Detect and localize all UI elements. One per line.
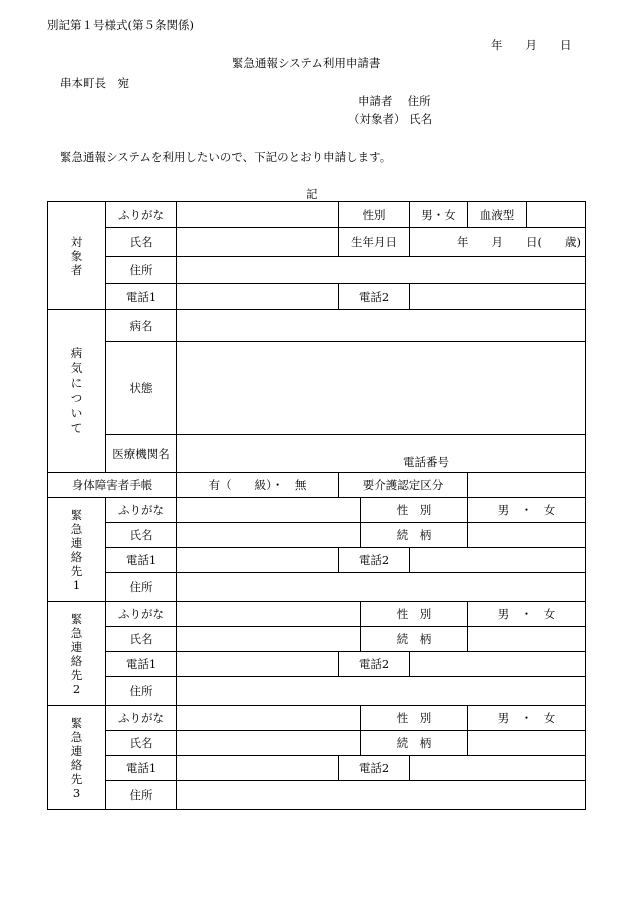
- contact1-address-label: 住所: [106, 573, 177, 602]
- contact2-phone1-label: 電話1: [106, 652, 177, 677]
- contact1-relation-label: 続 柄: [361, 523, 468, 548]
- subject-section-label: 対象者: [48, 202, 106, 310]
- date-line: 年 月 日: [491, 38, 572, 52]
- contact3-phone1-label: 電話1: [106, 756, 177, 781]
- ki-heading: 記: [306, 187, 318, 201]
- contact3-gender-options[interactable]: 男 ・ 女: [468, 706, 586, 731]
- form-title: 緊急通報システム利用申請書: [232, 56, 381, 70]
- subject-address-field[interactable]: [177, 257, 586, 284]
- contact3-phone2-label: 電話2: [339, 756, 410, 781]
- hospital-label: 医療機関名: [106, 435, 177, 473]
- contact1-phone2-label: 電話2: [339, 548, 410, 573]
- contact2-section-label: 緊急連絡先2: [48, 602, 106, 706]
- contact3-furigana-label: ふりがな: [106, 706, 177, 731]
- contact3-relation-field[interactable]: [468, 731, 586, 756]
- condition-field[interactable]: [177, 342, 586, 435]
- subject-dob-label: 生年月日: [339, 228, 410, 257]
- contact1-name-label: 氏名: [106, 523, 177, 548]
- hospital-field[interactable]: [177, 435, 586, 473]
- contact2-furigana-field[interactable]: [177, 602, 361, 627]
- contact2-gender-label: 性 別: [361, 602, 468, 627]
- contact3-furigana-field[interactable]: [177, 706, 361, 731]
- contact1-relation-field[interactable]: [468, 523, 586, 548]
- applicant-address-label: 申請者 住所: [358, 94, 431, 108]
- subject-address-label: 住所: [106, 257, 177, 284]
- care-level-field[interactable]: [468, 473, 586, 498]
- form-number: 別記第１号様式(第５条関係): [47, 18, 194, 32]
- contact2-name-label: 氏名: [106, 627, 177, 652]
- subject-dob-field[interactable]: 年 月 日( 歳): [410, 228, 586, 257]
- subject-gender-options[interactable]: 男・女: [410, 202, 468, 228]
- contact1-section-label: 緊急連絡先1: [48, 498, 106, 602]
- contact2-phone2-label: 電話2: [339, 652, 410, 677]
- subject-name-label: 氏名: [106, 228, 177, 257]
- contact2-address-label: 住所: [106, 677, 177, 706]
- contact1-phone1-field[interactable]: [177, 548, 339, 573]
- contact3-name-label: 氏名: [106, 731, 177, 756]
- contact2-furigana-label: ふりがな: [106, 602, 177, 627]
- contact3-relation-label: 続 柄: [361, 731, 468, 756]
- contact3-phone1-field[interactable]: [177, 756, 339, 781]
- subject-phone1-field[interactable]: [177, 284, 339, 310]
- subject-furigana-field[interactable]: [177, 202, 339, 228]
- contact3-section-label: 緊急連絡先3: [48, 706, 106, 810]
- subject-blood-field[interactable]: [527, 202, 586, 228]
- contact2-relation-field[interactable]: [468, 627, 586, 652]
- contact3-name-field[interactable]: [177, 731, 361, 756]
- contact1-phone2-field[interactable]: [410, 548, 586, 573]
- contact2-gender-options[interactable]: 男 ・ 女: [468, 602, 586, 627]
- intro-text: 緊急通報システムを利用したいので、下記のとおり申請します。: [60, 150, 392, 164]
- contact2-relation-label: 続 柄: [361, 627, 468, 652]
- subject-phone2-field[interactable]: [410, 284, 586, 310]
- subject-name-field[interactable]: [177, 228, 339, 257]
- addressee: 串本町長 宛: [60, 76, 129, 90]
- subject-furigana-label: ふりがな: [106, 202, 177, 228]
- contact1-name-field[interactable]: [177, 523, 361, 548]
- disease-name-field[interactable]: [177, 310, 586, 342]
- contact2-name-field[interactable]: [177, 627, 361, 652]
- disability-value[interactable]: 有（ 級）・ 無: [177, 473, 339, 498]
- subject-phone1-label: 電話1: [106, 284, 177, 310]
- contact1-furigana-label: ふりがな: [106, 498, 177, 523]
- contact3-address-field[interactable]: [177, 781, 586, 810]
- contact1-gender-options[interactable]: 男 ・ 女: [468, 498, 586, 523]
- disability-label: 身体障害者手帳: [48, 473, 177, 498]
- contact3-address-label: 住所: [106, 781, 177, 810]
- contact2-phone2-field[interactable]: [410, 652, 586, 677]
- contact2-address-field[interactable]: [177, 677, 586, 706]
- subject-gender-label: 性別: [339, 202, 410, 228]
- hospital-phone-label: 電話番号: [403, 455, 449, 469]
- contact1-address-field[interactable]: [177, 573, 586, 602]
- contact1-phone1-label: 電話1: [106, 548, 177, 573]
- condition-label: 状態: [106, 342, 177, 435]
- application-form-table: [47, 201, 586, 810]
- contact3-phone2-field[interactable]: [410, 756, 586, 781]
- disease-name-label: 病名: [106, 310, 177, 342]
- contact1-furigana-field[interactable]: [177, 498, 361, 523]
- contact2-phone1-field[interactable]: [177, 652, 339, 677]
- care-level-label: 要介護認定区分: [339, 473, 468, 498]
- applicant-name-label: （対象者） 氏名: [348, 112, 433, 126]
- subject-phone2-label: 電話2: [339, 284, 410, 310]
- contact1-gender-label: 性 別: [361, 498, 468, 523]
- subject-blood-label: 血液型: [468, 202, 527, 228]
- contact3-gender-label: 性 別: [361, 706, 468, 731]
- illness-section-label: 病気について: [48, 310, 106, 473]
